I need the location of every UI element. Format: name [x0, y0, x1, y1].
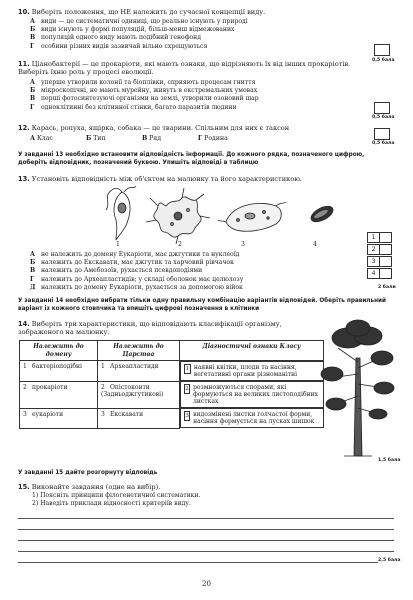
q10-option-b[interactable]: Б види існують у формі популяцій, більш-менш відмежованих [30, 26, 235, 34]
q11-option-b[interactable]: Б мікроскопічні, не мають мурейну, живуть в екстремальних умовах [30, 87, 258, 95]
q11-score: 0,5 бала [372, 115, 395, 120]
q13-option-a: А не належить до домену Еукаріоти, має джгутики та нуклеоїд [30, 251, 240, 258]
page-number: 20 [202, 580, 211, 588]
q13-text: Установіть відповідність між об'єктом на малюнку та його характеристикою. [31, 175, 303, 183]
organism-paramecium-drawing [218, 202, 286, 231]
q13-options [30, 251, 243, 292]
q11-text: Ціанобактерії — це прокаріоти, які мають ознаки, що відрізняють їх від інших прокаріотів. Виберіть їхню роль у процесі еволюції. [18, 60, 351, 76]
q14-feature-cell[interactable]: 2 розмножуються спорами, які формуються на великих листоподібних листках [180, 381, 324, 408]
q10-option-a[interactable]: А види — це систематичні одиниці, що реально існують у природі [30, 18, 248, 25]
q13-organisms-illustration [100, 184, 340, 246]
q14-table-row [20, 361, 324, 382]
q13-option-c: В належить до Амебозоїв, рухається псевдоподіями [30, 267, 203, 275]
organism-flagellate-drawing [106, 186, 136, 240]
organism-amoeba-drawing [146, 188, 210, 244]
q13-answer-cell[interactable] [380, 256, 392, 267]
q15-item-2: 2) Наведіть приклади відносності критеріїв виду. [32, 500, 191, 508]
q12-text: Карась, ропуха, ящірка, собака — це тварини. Спільним для них є таксон [31, 124, 290, 132]
q14-domain-cell[interactable]: 1 бактеріоподібні [20, 361, 98, 382]
q13-picture-number-4: 4 [313, 241, 317, 248]
q13-answer-cell[interactable] [380, 268, 392, 279]
q10-text: Виберіть положення, що НЕ належить до сучасної концепції виду. [31, 8, 266, 16]
q12-option-a[interactable]: А Клас [30, 135, 53, 142]
q13-answer-row [367, 268, 392, 279]
answer-line[interactable] [18, 540, 394, 541]
q13-answer-cell[interactable] [380, 232, 392, 243]
q13-option-d: Г належить до Археапластидів; у складі оболонок має целюлозу [30, 275, 244, 283]
q13-picture-number-2: 2 [178, 241, 182, 248]
q13-answer-row [367, 232, 392, 243]
q15-items [32, 492, 200, 508]
q13-picture-number-3: 3 [241, 241, 245, 248]
q14-header-class-features: Діагностичні ознаки Класу [180, 341, 324, 361]
q13-row-number: 2 [367, 244, 380, 255]
q14-text: Виберіть три характеристики, що відповідають класифікації організму, зображеного на малюнку. [18, 320, 282, 336]
q15-score: 2,5 бала [378, 558, 401, 563]
q12-answer-box[interactable] [374, 128, 390, 140]
q12-option-d[interactable]: Г Родина [197, 135, 228, 142]
q14-kingdom-cell[interactable]: 2 Опістоконти (Задньоджгутикові) [98, 381, 180, 408]
q11-number: 11. [18, 60, 30, 68]
q12-score: 0,5 бала [372, 141, 395, 146]
q10-title [18, 8, 348, 16]
q12-options [30, 135, 252, 142]
q12-number: 12. [18, 124, 30, 132]
q13-title [18, 175, 368, 183]
organism-bacterium-drawing [309, 203, 336, 225]
q13-option-b: Б належить до Екскавати, має джгутик та харчовий рівчачок [30, 259, 234, 267]
instruction-13: У завданні 13 необхідно встановити відповідність інформації. До кожного рядка, позначеного цифрою, доберіть відповідник, позначений буквою. Упишіть відповіді в таблицю [18, 152, 365, 166]
q15-text: Виконайте завдання (одне на вибір). [31, 483, 161, 491]
instruction-14: У завданні 14 необхідно вибрати тільки одну правильну комбінацію варіантів відповідей. Оберіть правильний варіант із кожного стовпчика та впишіть цифрові позначення в клітинки [18, 298, 386, 312]
q14-feature-cell[interactable]: 3 видозмінені листки голчастої форми, насіння формується на лусках шишок [180, 408, 324, 428]
q13-score: 2 бали [378, 285, 396, 290]
q11-title [18, 60, 356, 76]
q15-title [18, 483, 318, 491]
q14-classification-table [19, 340, 324, 429]
q14-table-header-row [20, 341, 324, 361]
answer-line[interactable] [18, 518, 394, 519]
q10-options [30, 18, 248, 51]
q14-table-row [20, 381, 324, 408]
q14-number: 14. [18, 320, 30, 328]
q13-answer-cell[interactable] [380, 244, 392, 255]
q14-feature-cell[interactable]: 1 наявні квітки, плоди та насіння, вегетативні органи різноманітні [180, 361, 324, 381]
q13-picture-number-1: 1 [116, 241, 120, 248]
q11-option-a[interactable]: А уперше утворили колонії та біоплівки, сприяють процесам гниття [30, 79, 256, 86]
q12-option-c[interactable]: В Ряд [141, 135, 162, 142]
q14-header-kingdom: Належить до Царства [98, 341, 180, 361]
q13-row-number: 3 [367, 256, 380, 267]
q14-title [18, 320, 310, 336]
q13-answer-grid [367, 232, 392, 280]
instruction-15: У завданні 15 дайте розгорнуту відповідь [18, 470, 158, 476]
q14-domain-cell[interactable]: 3 еукаріоти [20, 408, 98, 428]
q10-option-c[interactable]: В популяцій одного виду мають подібний генофонд [30, 34, 201, 42]
q15-number: 15. [18, 483, 30, 491]
q10-score: 0,5 бала [372, 58, 395, 63]
q14-domain-cell[interactable]: 2 прокаріоти [20, 381, 98, 408]
q10-answer-box[interactable] [374, 44, 390, 56]
q12-title [18, 124, 358, 132]
q14-table-row [20, 408, 324, 428]
q13-answer-row [367, 256, 392, 267]
q10-option-d[interactable]: Г особини різних видів зазвичай вільно схрещуються [30, 42, 208, 50]
q14-score: 1,5 бала [378, 458, 401, 463]
q11-answer-box[interactable] [374, 102, 390, 114]
q11-option-c[interactable]: В перші фотосинтезуючі організми на землі, утворили озоновий шар [30, 95, 259, 103]
q11-option-d[interactable]: Г одноклітинні без клітинної стінки, багато паразитів людини [30, 103, 237, 111]
q13-row-number: 1 [367, 232, 380, 243]
q10-number: 10. [18, 8, 30, 16]
q14-kingdom-cell[interactable]: 1 Археапластиди [98, 361, 180, 382]
q13-option-e: Д належить до домену Еукаріоти, рухається за допомогою війок [30, 283, 243, 291]
q14-kingdom-cell[interactable]: 3 Екскавати [98, 408, 180, 428]
q14-classification-table-wrap [19, 340, 324, 429]
answer-line[interactable] [18, 562, 378, 563]
answer-line[interactable] [18, 529, 394, 530]
q14-header-domain: Належить до домену [20, 341, 98, 361]
pine-tree-illustration [318, 318, 396, 458]
q11-options [30, 79, 259, 112]
q13-row-number: 4 [367, 268, 380, 279]
q12-option-b[interactable]: Б Тип [85, 135, 106, 142]
answer-line[interactable] [18, 551, 394, 552]
q13-answer-row [367, 244, 392, 255]
q15-item-1: 1) Поясніть принципи філогенетичної систематики. [32, 492, 201, 499]
q13-number: 13. [18, 175, 30, 183]
